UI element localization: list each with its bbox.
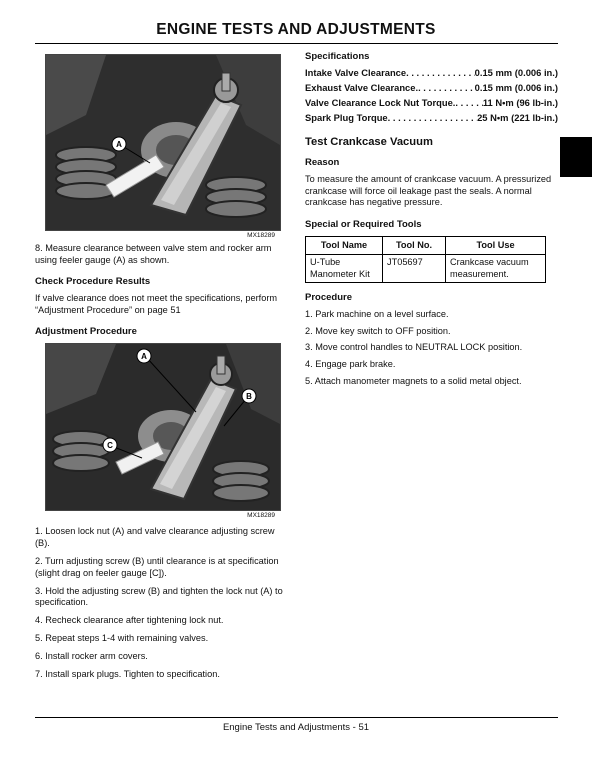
reason-heading: Reason — [305, 157, 340, 168]
step-8-text: 8. Measure clearance between valve stem and rocker arm using feeler gauge (A) as shown. — [35, 243, 272, 265]
specifications-heading: Specifications — [305, 51, 370, 62]
tools-col-header: Tool Use — [446, 236, 546, 255]
adjustment-step: 6. Install rocker arm covers. — [35, 651, 148, 662]
right-column — [305, 51, 558, 392]
spec-row-exhaust — [305, 80, 558, 95]
valve-clearance-photo — [45, 54, 281, 231]
tools-cell: Crankcase vacuum measurement. — [446, 255, 546, 283]
tools-col-header: Tool No. — [383, 236, 446, 255]
leader-dots — [388, 110, 477, 125]
photo1-callout-a: A — [116, 140, 122, 149]
procedure-step: 5. Attach manometer magnets to a solid metal object. — [305, 375, 522, 386]
procedure-step: 1. Park machine on a level surface. — [305, 309, 449, 320]
spec-label: Exhaust Valve Clearance. — [305, 82, 419, 93]
spec-row-locknut — [305, 95, 558, 110]
adjustment-step: 3. Hold the adjusting screw (B) and tighten the lock nut (A) to specification. — [35, 585, 283, 608]
table-row — [306, 255, 546, 283]
adjustment-step: 5. Repeat steps 1-4 with remaining valves. — [35, 633, 209, 644]
adjustment-photo-illustration — [46, 344, 280, 510]
valve-photo-illustration — [46, 55, 280, 230]
spec-row-sparkplug — [305, 110, 558, 125]
spec-label: Spark Plug Torque — [305, 112, 388, 123]
photo2-callout-a: A — [141, 352, 147, 362]
photo2-callout-c: C — [107, 441, 113, 451]
procedure-step: 2. Move key switch to OFF position. — [305, 325, 451, 336]
procedure-step: 3. Move control handles to NEUTRAL LOCK position. — [305, 342, 523, 353]
title-divider — [35, 43, 558, 44]
check-procedure-heading: Check Procedure Results — [35, 276, 151, 288]
reason-text: To measure the amount of crankcase vacuum. A pressurized crankcase will force oil leakage past the seals. A normal crankcase has negative pressure. — [305, 174, 552, 208]
left-column — [35, 54, 289, 687]
spec-label: Valve Clearance Lock Nut Torque. — [305, 97, 456, 108]
check-procedure-text: If valve clearance does not meet the specifications, perform “Adjustment Procedure” on page 51 — [35, 293, 278, 315]
page-title: ENGINE TESTS AND ADJUSTMENTS — [156, 21, 436, 38]
leader-dots — [406, 65, 475, 80]
procedure-step: 4. Engage park brake. — [305, 359, 396, 370]
spec-row-intake — [305, 65, 558, 80]
adjustment-step: 4. Recheck clearance after tightening lock nut. — [35, 615, 224, 626]
tools-col-header: Tool Name — [306, 236, 383, 255]
procedure-heading: Procedure — [305, 292, 352, 304]
leader-dots — [455, 95, 482, 110]
adjustment-steps-list — [35, 526, 289, 680]
photo2-id: MX18289 — [247, 512, 275, 520]
adjustment-procedure-heading: Adjustment Procedure — [35, 326, 137, 338]
adjustment-step: 7. Install spark plugs. Tighten to specification. — [35, 669, 220, 680]
procedure-steps-list — [305, 309, 558, 387]
spec-value: 25 N•m (221 lb-in.) — [477, 112, 558, 123]
adjustment-step: 2. Turn adjusting screw (B) until clearance is at specification (slight drag on feeler gauge [C]). — [35, 555, 279, 578]
section-tab-marker — [560, 137, 592, 177]
adjustment-step: 1. Loosen lock nut (A) and valve clearance adjusting screw (B). — [35, 526, 275, 548]
spec-value: 0.15 mm (0.006 in.) — [474, 82, 558, 93]
page-footer: Engine Tests and Adjustments - 51 — [222, 722, 370, 733]
adjustment-photo — [45, 343, 281, 511]
tools-table-header-row — [306, 236, 546, 255]
spec-label: Intake Valve Clearance — [305, 67, 407, 78]
footer-divider — [35, 717, 558, 718]
tools-table — [305, 236, 546, 284]
test-crankcase-vacuum-heading: Test Crankcase Vacuum — [305, 136, 433, 148]
tools-cell: JT05697 — [383, 255, 446, 283]
spec-value: 11 N•m (96 lb-in.) — [482, 97, 558, 108]
spec-value: 0.15 mm (0.006 in.) — [474, 67, 558, 78]
tools-heading: Special or Required Tools — [305, 218, 422, 230]
tools-cell: U-Tube Manometer Kit — [306, 255, 383, 283]
photo1-id: MX18289 — [247, 232, 275, 239]
photo2-callout-b: B — [246, 392, 252, 402]
leader-dots — [418, 80, 475, 95]
